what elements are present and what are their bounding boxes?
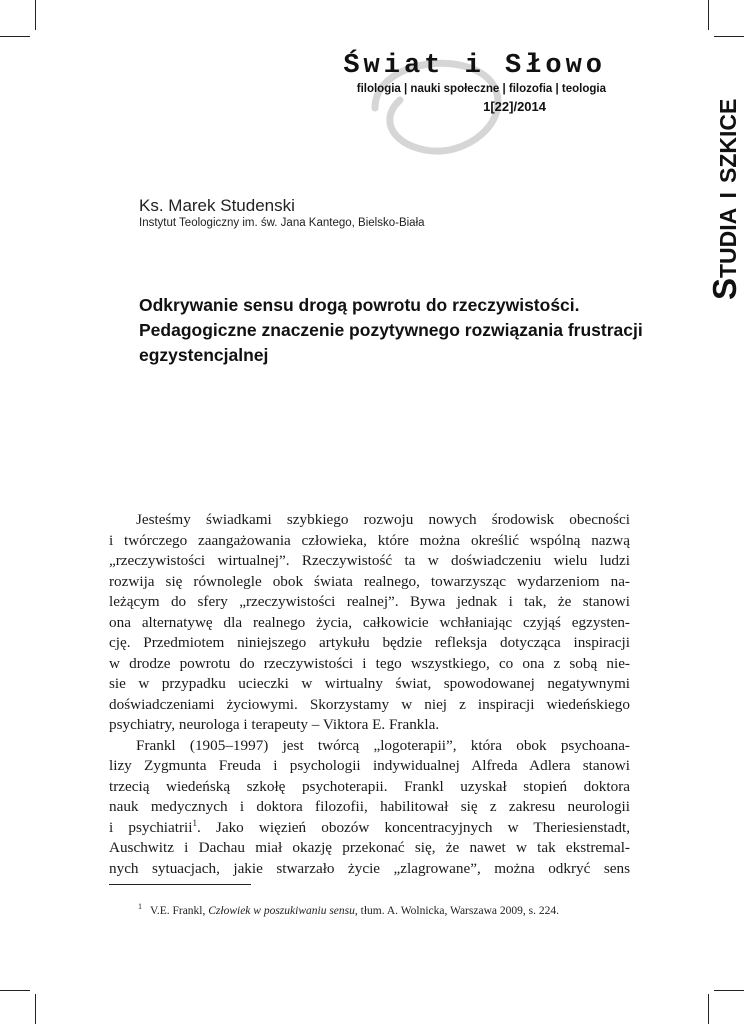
article-title [139,293,659,368]
text-line: cję. Przedmiotem niniejszego artykułu będzie refleksja dotycząca inspiracji [109,634,630,651]
text-line: nauk medycznych i doktora filozofii, habilitował się z zakresu neurologii [109,798,630,815]
text-line: doświadczeniami życiowymi. Skorzystamy w niej z inspiracji wiedeńskiego [109,695,630,713]
text-line: Jesteśmy świadkami szybkiego rozwoju nowych środowisk obecności [136,511,630,528]
crop-mark [0,990,30,991]
text-line: lizy Zygmunta Freuda i psychologii indywidualnej Alfreda Adlera stanowi [109,757,630,774]
footnote-details: , tłum. A. Wolnicka, Warszawa 2009, s. 224. [354,904,559,917]
title-line: Pedagogiczne znaczenie pozytywnego rozwiązania frustracji [139,320,643,340]
text-line: „rzeczywistości wirtualnej”. Rzeczywistość ta w doświadczeniu wielu ludzi [109,552,630,569]
crop-mark [708,994,709,1024]
text-fragment: i psychiatrii [109,818,193,836]
paragraph [109,736,630,880]
crop-mark [708,0,709,30]
paragraph [109,510,630,736]
article-body [109,510,630,879]
journal-issue: 1[22]/2014 [483,99,546,114]
footnote-work-title: Człowiek w poszukiwaniu sensu [208,904,355,917]
author-name: Ks. Marek Studenski [139,196,295,215]
title-line: egzystencjalnej [139,345,269,365]
footnote-number: 1 [138,902,142,911]
text-line: w drodze powrotu do rzeczywistości i tego wszystkiego, co ona z sobą nie- [109,654,630,672]
text-line [109,818,630,839]
author-affiliation: Instytut Teologiczny im. św. Jana Kantego, Bielsko-Biała [139,217,425,229]
journal-title: Świat i Słowo [343,51,606,81]
footnote-author: V.E. Frankl, [150,904,209,917]
text-line: sie w przypadku ucieczki w wirtualny świat, spowodowanej negatywnymi [109,675,630,692]
text-fragment: . Jako więzień obozów koncentracyjnych w Theriesienstadt, [196,818,630,836]
footnote-rule [109,884,251,885]
text-line: trzecią wiedeńską szkołę psychoterapii. Frankl uzyskał stopień doktora [109,777,630,795]
crop-mark [714,36,744,37]
text-line: i twórczego zaangażowania człowieka, które można określić wspólną nazwą [109,531,630,549]
text-line: nych sytuacjach, jakie stwarzało życie „zlagrowane”, można odkryć sens [109,859,630,877]
text-line: ona alternatywę dla realnego życia, całkowicie wchłaniając czyjąś egzysten- [109,613,630,631]
text-line: rozwija się równolegle obok świata realnego, towarzysząc wydarzeniom na- [109,572,630,590]
title-line: Odkrywanie sensu drogą powrotu do rzeczywistości. [139,295,580,315]
text-line: Auschwitz i Dachau miał okazję przekonać się, że nawet w tak ekstremal- [109,839,630,856]
text-line: leżącym do sfery „rzeczywistości realnej”. Bywa jednak i tak, że stanowi [109,593,630,610]
text-line: Frankl (1905–1997) jest twórcą „logoterapii”, która obok psychoana- [136,736,630,754]
journal-subtitle: filologia | nauki społeczne | filozofia | teologia [356,83,606,95]
footnote-marker[interactable]: 1 [192,817,197,828]
crop-mark [714,990,744,991]
crop-mark [0,36,30,37]
text-line: psychiatry, neurologa i terapeuty – Viktora E. Frankla. [109,716,440,733]
footnote [138,902,559,917]
journal-masthead [343,50,606,114]
crop-mark [35,0,36,30]
crop-mark [35,994,36,1024]
section-label: Studia i szkice [706,98,743,300]
